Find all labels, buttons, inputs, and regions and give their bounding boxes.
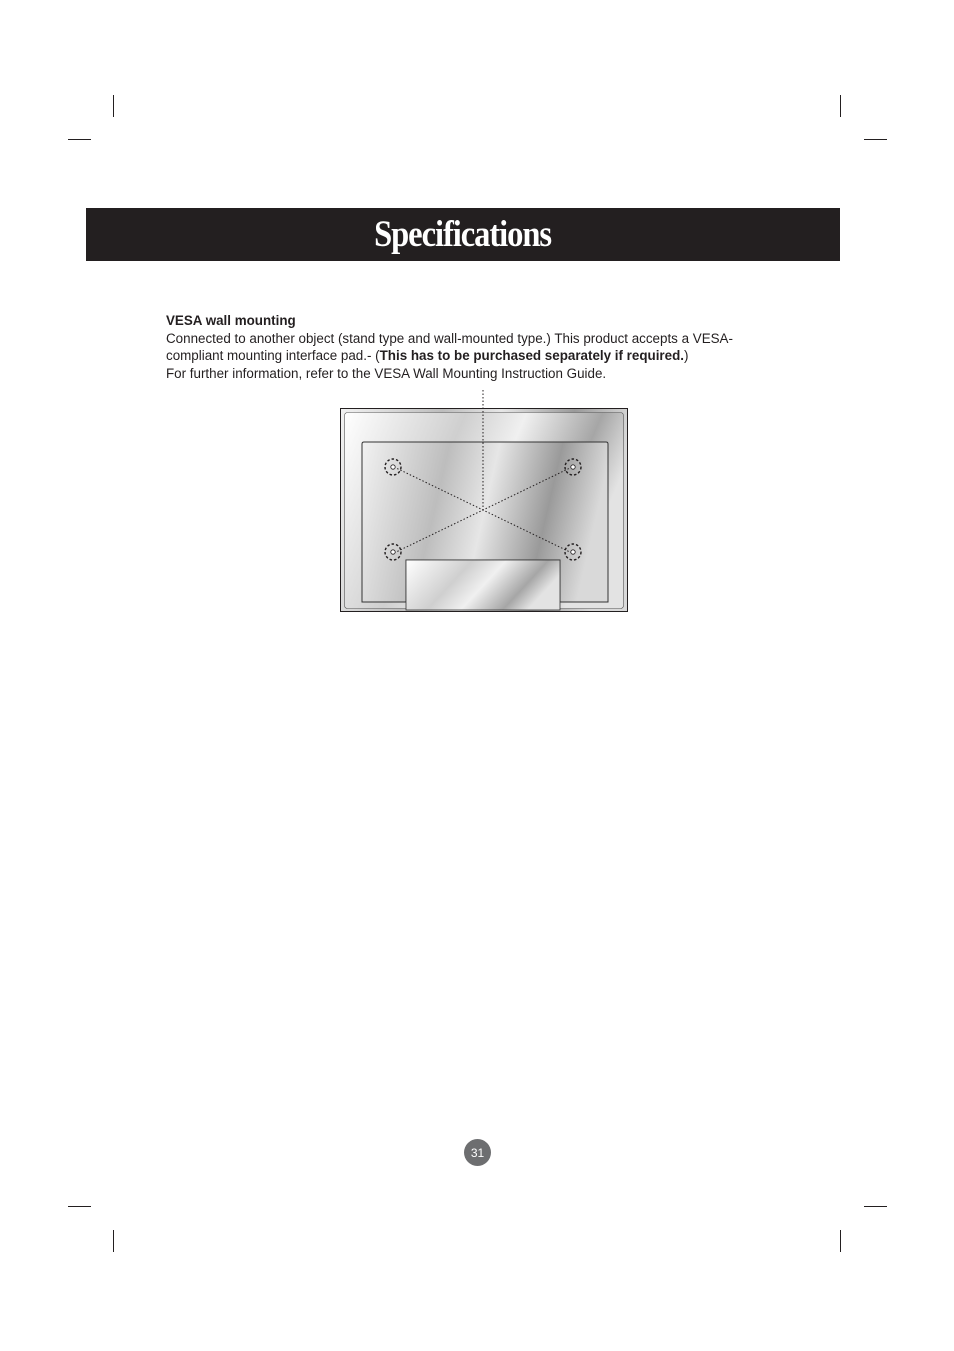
page-number-badge: 31 <box>464 1139 491 1166</box>
crop-mark-bottom-right-v <box>840 1230 841 1252</box>
crop-mark-bottom-left-v <box>113 1230 114 1252</box>
line-2-prefix: compliant mounting interface pad.- ( <box>166 348 380 363</box>
vesa-section <box>166 312 766 382</box>
crop-mark-top-right-v <box>840 95 841 117</box>
page-title-bar <box>86 208 840 261</box>
section-heading: VESA wall mounting <box>166 313 296 328</box>
crop-mark-top-right-h <box>864 139 887 140</box>
purchase-note: This has to be purchased separately if required. <box>379 348 684 363</box>
stand-neck <box>406 560 560 610</box>
page-title: Specifications <box>374 214 552 255</box>
crop-mark-top-left-h <box>68 139 91 140</box>
monitor-back-vesa-holes-icon <box>340 390 628 612</box>
crop-mark-bottom-right-h <box>864 1206 887 1207</box>
section-text-line-1: Connected to another object (stand type and wall-mounted type.) This product accepts a VESA- <box>166 330 733 346</box>
section-text-line-3: For further information, refer to the VESA Wall Mounting Instruction Guide. <box>166 365 607 381</box>
crop-mark-bottom-left-h <box>68 1206 91 1207</box>
line-2-suffix: ) <box>683 348 689 363</box>
section-text-line-2 <box>166 347 766 365</box>
crop-mark-top-left-v <box>113 95 114 117</box>
